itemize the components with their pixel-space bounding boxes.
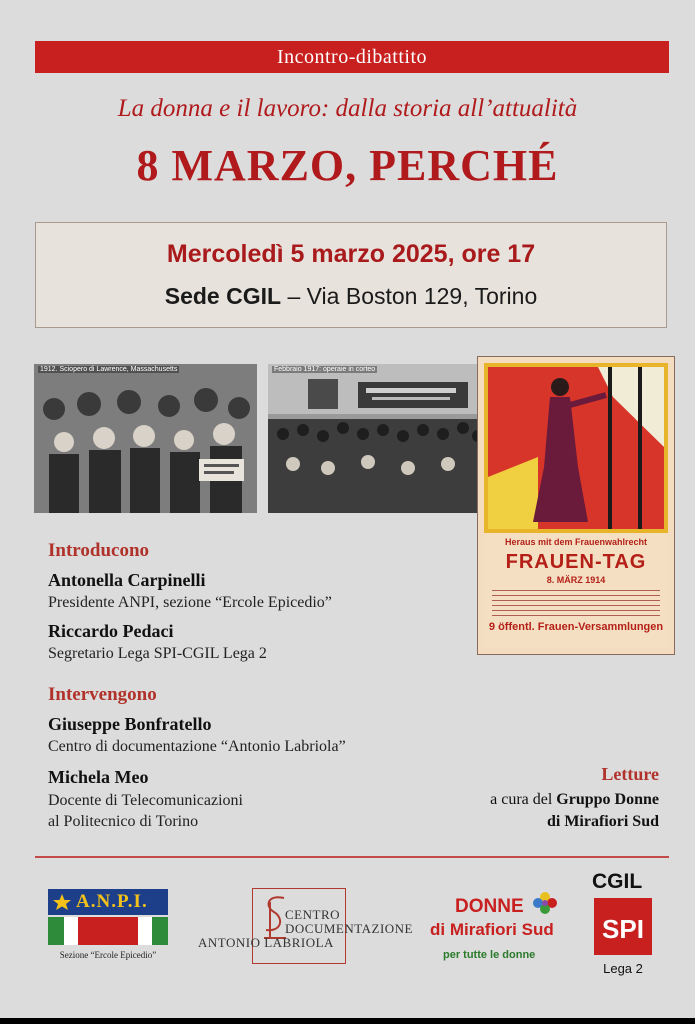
spi-logo	[594, 898, 652, 955]
cdl-line-2: DOCUMENTAZIONE	[285, 921, 413, 936]
photo-march-illustration	[268, 364, 486, 513]
speaker-role: Docente di Telecomunicazioni	[48, 792, 243, 809]
event-venue	[36, 283, 666, 310]
photo-caption-1: 1912. Sciopero di Lawrence, Massachusetts	[40, 366, 178, 373]
footer-divider	[35, 856, 669, 858]
poster-title: FRAUEN-TAG	[505, 551, 647, 573]
donne-logo-tagline: per tutte le donne	[443, 949, 536, 961]
date-venue-box	[35, 222, 667, 328]
frauentag-poster	[477, 356, 675, 655]
venue-address: – Via Boston 129, Torino	[281, 283, 538, 309]
poster-date: 8. MÄRZ 1914	[546, 575, 606, 585]
event-title: 8 MARZO, PERCHÉ	[136, 141, 559, 190]
anpi-section-label: Sezione “Ercole Epicedio”	[59, 950, 157, 960]
venue-name: Sede CGIL	[164, 283, 282, 309]
speaker-role: Segretario Lega SPI-CGIL Lega 2	[48, 645, 267, 662]
historical-photo-lawrence	[34, 364, 257, 513]
photo-crowd-illustration	[34, 364, 257, 513]
speaker-name: Giuseppe Bonfratello	[48, 714, 212, 734]
speaker-name: Riccardo Pedaci	[48, 621, 174, 641]
cdl-line-3: ANTONIO LABRIOLA	[198, 935, 334, 950]
speaker-role: Presidente ANPI, sezione “Ercole Epicedio”	[48, 594, 332, 611]
donne-flower-icon	[532, 891, 558, 920]
poster-fine-print	[492, 590, 660, 616]
spi-wordmark: SPI	[602, 914, 644, 944]
cdl-line-1: CENTRO	[285, 907, 340, 922]
letture-group: Gruppo Donne	[556, 791, 659, 808]
letture-credits	[490, 789, 659, 833]
event-subtitle: La donna e il lavoro: dalla storia all’attualità	[117, 95, 578, 122]
lega-label: Lega 2	[603, 961, 643, 976]
anpi-logo	[48, 889, 168, 945]
speaker-role: Centro di documentazione “Antonio Labriola”	[48, 738, 346, 755]
letture-group-location: di Mirafiori Sud	[546, 813, 659, 830]
donne-logo-title: DONNE	[455, 896, 524, 917]
historical-photo-petrograd	[268, 364, 486, 513]
poster-slogan: Heraus mit dem Frauenwahlrecht	[504, 537, 648, 547]
poster-footer: 9 öffentl. Frauen-Versammlungen	[488, 621, 664, 633]
speaker-name: Michela Meo	[48, 767, 149, 787]
donne-logo-subtitle: di Mirafiori Sud	[430, 920, 554, 939]
photo-caption-2: Febbraio 1917: operaie in corteo	[274, 366, 376, 373]
speaker-role: al Politecnico di Torino	[48, 813, 199, 830]
intervengono-heading: Intervengono	[48, 684, 157, 705]
event-type-banner: Incontro-dibattito	[35, 41, 669, 73]
introducono-heading: Introducono	[48, 540, 150, 561]
anpi-wordmark: A.N.P.I.	[76, 891, 148, 912]
event-date: Mercoledì 5 marzo 2025, ore 17	[166, 240, 536, 268]
cgil-wordmark: CGIL	[592, 870, 643, 893]
letture-heading: Letture	[601, 764, 659, 784]
flower-icon	[532, 891, 558, 915]
speaker-name: Antonella Carpinelli	[48, 570, 206, 590]
letture-prefix: a cura del	[490, 791, 557, 808]
